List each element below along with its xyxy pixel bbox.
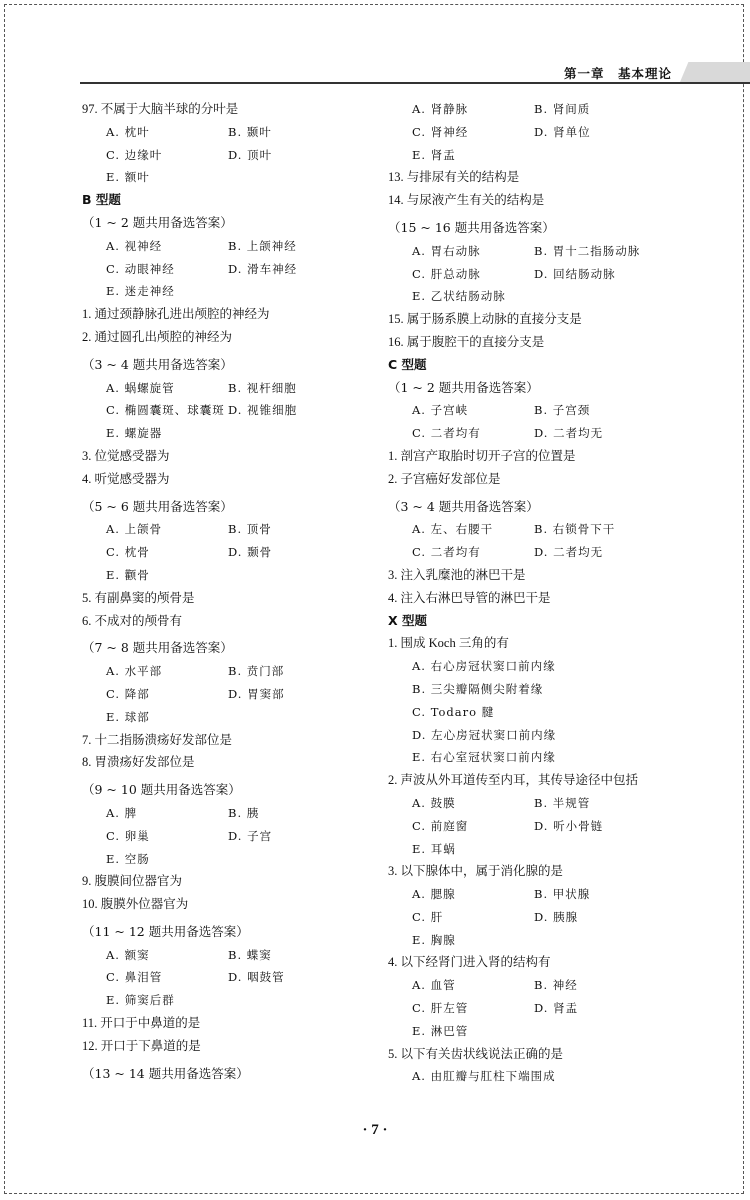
option-row <box>82 399 372 422</box>
shared-options-note: （5 ~ 6 题共用备选答案） <box>82 498 233 514</box>
option-row <box>388 974 678 997</box>
question-stem: 6. 不成对的颅骨有 <box>82 613 183 628</box>
question-stem: 4. 注入右淋巴导管的淋巴干是 <box>388 590 551 605</box>
chapter-title: 第一章 基本理论 <box>563 66 672 81</box>
answer-option: C. 二者均有 <box>412 426 481 441</box>
question-stem: 97. 不属于大脑半球的分叶是 <box>82 102 239 116</box>
option-row <box>82 564 372 587</box>
answer-option: D. 子宫 <box>228 828 273 843</box>
shared-options-note: （1 ~ 2 题共用备选答案） <box>82 214 233 230</box>
answer-option: D. 视锥细胞 <box>228 403 298 418</box>
answer-option: C. 前庭窗 <box>412 818 469 833</box>
header-rule <box>80 82 750 84</box>
option-row <box>388 724 678 747</box>
answer-option: A. 鼓膜 <box>412 795 456 810</box>
answer-option: D. 胰腺 <box>534 909 579 924</box>
shared-options-note: （3 ~ 4 题共用备选答案） <box>82 356 233 372</box>
option-row <box>388 1065 678 1088</box>
option-row <box>82 825 372 848</box>
question-stem: 11. 开口于中鼻道的是 <box>82 1016 201 1031</box>
option-row <box>388 263 678 286</box>
answer-option: B. 贲门部 <box>228 664 285 679</box>
answer-option: B. 右锁骨下干 <box>534 522 616 537</box>
question-stem: 2. 子宫癌好发部位是 <box>388 471 501 486</box>
answer-option: E. 空肠 <box>106 851 150 866</box>
option-row <box>388 929 678 952</box>
shared-options-note: （13 ~ 14 题共用备选答案） <box>82 1065 249 1081</box>
answer-option: A. 枕叶 <box>106 124 150 139</box>
answer-option: D. 二者均无 <box>534 426 604 441</box>
option-row <box>388 518 678 541</box>
header-tab-decoration <box>680 62 750 82</box>
question-stem: 16. 属于腹腔干的直接分支是 <box>388 334 545 349</box>
answer-option: D. 听小骨链 <box>534 818 604 833</box>
option-row <box>82 121 372 144</box>
answer-option: B. 半规管 <box>534 795 591 810</box>
option-row <box>388 906 678 929</box>
answer-option: E. 螺旋器 <box>106 426 163 441</box>
shared-options-note: （3 ~ 4 题共用备选答案） <box>388 498 539 514</box>
answer-option: D. 顶叶 <box>228 147 273 162</box>
option-row <box>388 240 678 263</box>
page-number: · 7 · <box>362 1122 388 1138</box>
question-stem: 3. 以下腺体中，属于消化腺的是 <box>388 864 564 879</box>
option-row <box>82 166 372 189</box>
option-row <box>82 541 372 564</box>
answer-option: C. 动眼神经 <box>106 261 175 276</box>
answer-option: A. 脾 <box>106 805 138 820</box>
question-stem: 7. 十二指肠溃疡好发部位是 <box>82 732 233 747</box>
answer-option: E. 筛窦后群 <box>106 993 175 1008</box>
answer-option: B. 颞叶 <box>228 124 272 139</box>
answer-option: A. 胃右动脉 <box>412 243 481 258</box>
option-row <box>82 683 372 706</box>
section-heading: B 型题 <box>82 192 121 208</box>
answer-option: D. 左心房冠状窦口前内缘 <box>412 727 557 742</box>
answer-option: C. 卵巢 <box>106 828 150 843</box>
question-stem: 8. 胃溃疡好发部位是 <box>82 755 195 770</box>
question-stem: 15. 属于肠系膜上动脉的直接分支是 <box>388 312 582 327</box>
question-stem: 2. 声波从外耳道传至内耳，其传导途径中包括 <box>388 773 639 788</box>
answer-option: C. 二者均有 <box>412 545 481 560</box>
answer-option: C. 肝总动脉 <box>412 266 481 281</box>
answer-option: E. 淋巴管 <box>412 1023 469 1038</box>
question-stem: 13. 与排尿有关的结构是 <box>388 170 520 185</box>
answer-option: C. 椭圆囊斑、球囊斑 <box>106 403 225 418</box>
option-row <box>82 660 372 683</box>
option-row <box>82 144 372 167</box>
left-column <box>82 98 372 1085</box>
answer-option: C. 枕骨 <box>106 545 150 560</box>
section-heading: X 型题 <box>388 612 427 628</box>
option-row <box>388 883 678 906</box>
answer-option: B. 蝶窦 <box>228 947 272 962</box>
answer-option: E. 额叶 <box>106 170 150 185</box>
question-stem: 3. 位觉感受器为 <box>82 448 170 463</box>
option-row <box>82 706 372 729</box>
question-stem: 4. 听觉感受器为 <box>82 471 170 486</box>
question-stem: 2. 通过圆孔出颅腔的神经为 <box>82 329 233 344</box>
answer-option: A. 血管 <box>412 978 456 993</box>
answer-option: A. 子宫峡 <box>412 403 469 418</box>
option-row <box>82 280 372 303</box>
answer-option: C. 肝左管 <box>412 1001 469 1016</box>
answer-option: B. 肾间质 <box>534 102 591 116</box>
answer-option: B. 神经 <box>534 978 578 993</box>
option-row <box>388 997 678 1020</box>
answer-option: A. 腮腺 <box>412 887 456 902</box>
answer-option: B. 视杆细胞 <box>228 380 297 395</box>
question-stem: 3. 注入乳糜池的淋巴干是 <box>388 567 526 582</box>
question-stem: 1. 通过颈静脉孔进出颅腔的神经为 <box>82 307 270 322</box>
right-column <box>388 98 678 1088</box>
option-row <box>82 944 372 967</box>
answer-option: D. 肾盂 <box>534 1001 579 1016</box>
page-header <box>80 62 750 86</box>
option-row <box>388 541 678 564</box>
question-stem: 1. 围成 Koch 三角的有 <box>388 636 509 651</box>
option-row <box>388 838 678 861</box>
answer-option: E. 迷走神经 <box>106 284 175 299</box>
answer-option: D. 咽鼓管 <box>228 970 285 985</box>
question-stem: 5. 以下有关齿状线说法正确的是 <box>388 1046 564 1061</box>
shared-options-note: （7 ~ 8 题共用备选答案） <box>82 640 233 656</box>
option-row <box>388 792 678 815</box>
option-row <box>388 98 678 121</box>
shared-options-note: （11 ~ 12 题共用备选答案） <box>82 923 249 939</box>
option-row <box>82 235 372 258</box>
answer-option: B. 顶骨 <box>228 522 272 537</box>
answer-option: B. 三尖瓣隔侧尖附着缘 <box>412 681 544 696</box>
option-row <box>82 422 372 445</box>
question-stem: 1. 剖宫产取胎时切开子宫的位置是 <box>388 448 576 463</box>
option-row <box>388 1020 678 1043</box>
answer-option: A. 由肛瓣与肛柱下端围成 <box>412 1069 556 1084</box>
answer-option: A. 蜗螺旋管 <box>106 380 175 395</box>
answer-option: B. 胃十二指肠动脉 <box>534 243 641 258</box>
answer-option: B. 甲状腺 <box>534 887 591 902</box>
answer-option: A. 视神经 <box>106 238 163 253</box>
option-row <box>82 377 372 400</box>
option-row <box>82 518 372 541</box>
option-row <box>82 802 372 825</box>
question-stem: 10. 腹膜外位器官为 <box>82 897 189 912</box>
answer-option: A. 右心房冠状窦口前内缘 <box>412 659 556 674</box>
answer-option: E. 肾盂 <box>412 147 456 162</box>
option-row <box>388 746 678 769</box>
option-row <box>388 422 678 445</box>
option-row <box>82 989 372 1012</box>
answer-option: E. 耳蜗 <box>412 841 456 856</box>
answer-option: D. 回结肠动脉 <box>534 266 616 281</box>
answer-option: C. 降部 <box>106 686 150 701</box>
answer-option: E. 右心室冠状窦口前内缘 <box>412 750 556 765</box>
answer-option: B. 上颌神经 <box>228 238 297 253</box>
option-row <box>388 121 678 144</box>
answer-option: D. 滑车神经 <box>228 261 298 276</box>
option-row <box>388 678 678 701</box>
answer-option: D. 肾单位 <box>534 124 591 139</box>
shared-options-note: （15 ~ 16 题共用备选答案） <box>388 219 555 235</box>
answer-option: C. Todaro 腱 <box>412 704 495 719</box>
answer-option: A. 额窦 <box>106 947 150 962</box>
answer-option: D. 二者均无 <box>534 545 604 560</box>
shared-options-note: （1 ~ 2 题共用备选答案） <box>388 379 539 395</box>
answer-option: C. 肝 <box>412 909 444 924</box>
option-row <box>388 144 678 167</box>
question-stem: 4. 以下经肾门进入肾的结构有 <box>388 955 551 970</box>
answer-option: E. 胸腺 <box>412 932 456 947</box>
option-row <box>388 399 678 422</box>
answer-option: B. 胰 <box>228 805 260 820</box>
answer-option: E. 球部 <box>106 709 150 724</box>
option-row <box>388 701 678 724</box>
answer-option: A. 水平部 <box>106 664 163 679</box>
answer-option: E. 乙状结肠动脉 <box>412 289 506 304</box>
option-row <box>82 966 372 989</box>
answer-option: C. 边缘叶 <box>106 147 163 162</box>
option-row <box>82 848 372 871</box>
answer-option: B. 子宫颈 <box>534 403 591 418</box>
answer-option: D. 胃窦部 <box>228 686 285 701</box>
section-heading: C 型题 <box>388 356 427 372</box>
option-row <box>388 815 678 838</box>
option-row <box>82 258 372 281</box>
answer-option: C. 鼻泪管 <box>106 970 163 985</box>
option-row <box>388 655 678 678</box>
shared-options-note: （9 ~ 10 题共用备选答案） <box>82 782 241 798</box>
option-row <box>388 285 678 308</box>
question-stem: 12. 开口于下鼻道的是 <box>82 1038 201 1053</box>
answer-option: C. 肾神经 <box>412 124 469 139</box>
answer-option: A. 左、右腰干 <box>412 522 494 537</box>
question-stem: 14. 与尿液产生有关的结构是 <box>388 193 545 208</box>
answer-option: A. 肾静脉 <box>412 102 469 116</box>
answer-option: E. 颧骨 <box>106 567 150 582</box>
question-stem: 5. 有副鼻窦的颅骨是 <box>82 590 195 605</box>
question-stem: 9. 腹膜间位器官为 <box>82 874 183 889</box>
answer-option: D. 颞骨 <box>228 545 273 560</box>
answer-option: A. 上颌骨 <box>106 522 163 537</box>
